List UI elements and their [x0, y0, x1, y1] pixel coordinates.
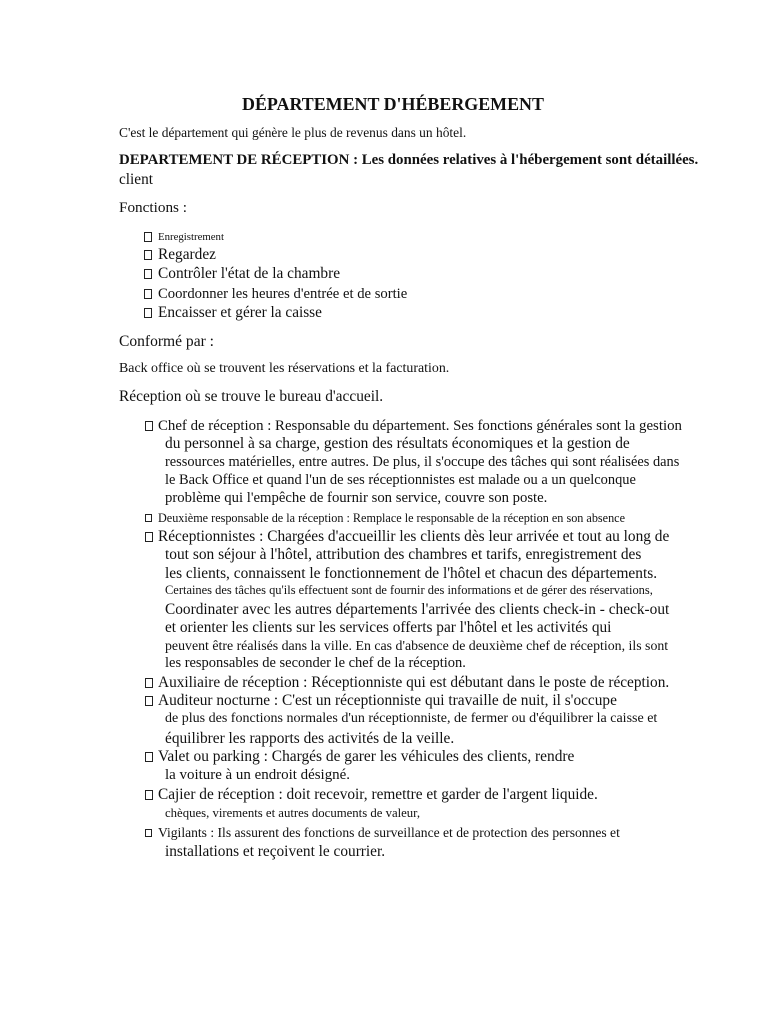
bullet-box-icon — [144, 250, 152, 260]
role-line: la voiture à un endroit désigné. — [165, 767, 351, 783]
role-line: Vigilants : Ils assurent des fonctions de surveillance et de protection des personnes et — [158, 825, 620, 840]
function-item: Regardez — [158, 246, 216, 263]
bullet-box-icon — [144, 289, 152, 299]
role-line: les responsables de seconder le chef de la réception. — [165, 655, 466, 671]
intro-text: C'est le département qui génère le plus de revenus dans un hôtel. — [119, 125, 467, 140]
page-title: DÉPARTEMENT D'HÉBERGEMENT — [242, 94, 544, 114]
role-line: Certaines des tâches qu'ils effectuent sont de fournir des informations et de gérer des réservations, — [165, 583, 653, 597]
bullet-box-icon — [144, 308, 152, 318]
bullet-box-icon — [144, 232, 152, 242]
bullet-box-icon — [145, 696, 153, 706]
bullet-box-icon — [145, 678, 153, 688]
role-line: Chef de réception : Responsable du département. Ses fonctions générales sont la gestion — [158, 418, 682, 434]
role-line: problème qui l'empêche de fournir son service, couvre son poste. — [165, 490, 548, 506]
bullet-box-icon — [145, 790, 153, 800]
bullet-box-icon — [145, 421, 153, 431]
function-item: Enregistrement — [158, 231, 224, 243]
function-item: Encaisser et gérer la caisse — [158, 304, 322, 321]
role-line: peuvent être réalisés dans la ville. En cas d'absence de deuxième chef de réception, ils sont — [165, 638, 669, 653]
role-line: les clients, connaissent le fonctionnement de l'hôtel et chacun des départements. — [165, 565, 658, 582]
bullet-box-icon — [145, 752, 153, 762]
role-line: équilibrer les rapports des activités de la veille. — [165, 730, 455, 747]
role-line: installations et reçoivent le courrier. — [165, 843, 386, 860]
role-line: et orienter les clients sur les services offerts par l'hôtel et les activités qui — [165, 619, 612, 636]
bullet-box-icon — [144, 269, 152, 279]
back-office-text: Back office où se trouvent les réservations et la facturation. — [119, 361, 450, 376]
role-line: chèques, virements et autres documents de valeur, — [165, 806, 421, 820]
role-line: Deuxième responsable de la réception : Remplace le responsable de la réception en son absence — [158, 511, 625, 525]
role-line: tout son séjour à l'hôtel, attribution des chambres et tarifs, enregistrement des — [165, 546, 642, 563]
role-line: Cajier de réception : doit recevoir, remettre et garder de l'argent liquide. — [158, 786, 598, 803]
role-line: Auditeur nocturne : C'est un réceptionniste qui travaille de nuit, il s'occupe — [158, 692, 617, 709]
role-line: Coordinater avec les autres départements l'arrivée des clients check-in - check-out — [165, 601, 670, 618]
bullet-box-icon — [145, 532, 153, 542]
role-line: Réceptionnistes : Chargées d'accueillir les clients dès leur arrivée et tout au long de — [158, 528, 670, 545]
section-heading: DEPARTEMENT DE RÉCEPTION : Les données relatives à l'hébergement sont détaillées. — [119, 152, 699, 168]
function-item: Coordonner les heures d'entrée et de sortie — [158, 286, 408, 302]
role-line: ressources matérielles, entre autres. De plus, il s'occupe des tâches qui sont réalisées dans — [165, 454, 680, 470]
role-line: de plus des fonctions normales d'un réceptionniste, de fermer ou d'équilibrer la caisse et — [165, 711, 658, 726]
role-line: Auxiliaire de réception : Réceptionniste qui est débutant dans le poste de réception. — [158, 674, 670, 691]
composition-label: Conformé par : — [119, 333, 214, 350]
role-line: Valet ou parking : Chargés de garer les véhicules des clients, rendre — [158, 748, 575, 765]
role-line: du personnel à sa charge, gestion des résultats économiques et la gestion de — [165, 435, 630, 452]
function-item: Contrôler l'état de la chambre — [158, 265, 341, 282]
section-heading-continuation: client — [119, 171, 153, 188]
bullet-box-icon — [145, 829, 152, 837]
bullet-box-icon — [145, 514, 152, 522]
functions-label: Fonctions : — [119, 199, 187, 216]
front-office-text: Réception où se trouve le bureau d'accueil. — [119, 388, 384, 405]
role-line: le Back Office et quand l'un de ses réceptionnistes est malade ou a un quelconque — [165, 472, 636, 488]
